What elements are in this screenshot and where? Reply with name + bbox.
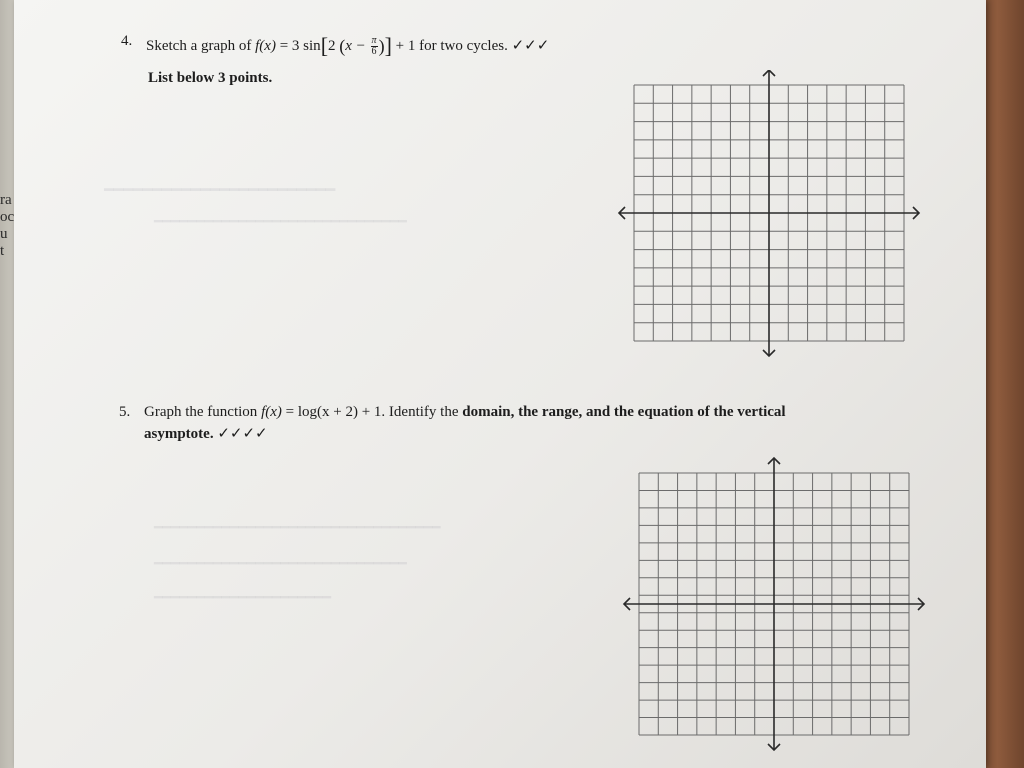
pi-over-six-fraction: $\frac{\pi}{6}$ (371, 35, 377, 58)
desk-surface-right (980, 0, 1024, 768)
bleed-through-text: ━━━━━━━━━━━━━━━━━━━━━ (154, 591, 332, 606)
question-text: Graph the function f(x) = log(x + 2) + 1. Identify the domain, the range, and the equation of the vertical (144, 404, 786, 420)
question-5 (119, 404, 919, 448)
bleed-through-text: ━━━━━━━━━━━━━━━━━━━━━━━━ (104, 182, 336, 199)
question-4 (121, 33, 681, 58)
adjacent-page-edge-text: ra oc u t (0, 192, 15, 259)
bleed-through-text: ━━━━━━━━━━━━━━━━━━━━━━━━━━━━━━ (154, 215, 407, 230)
question-number: 4. (121, 33, 133, 49)
check-marks: ✓✓✓✓ (217, 426, 268, 442)
question-text: Sketch a graph of f(x) = 3 sin[2 (x − $\frac{\pi}{6}$ )] + 1 for two cycles. ✓✓✓ (146, 33, 550, 58)
worksheet-page (14, 0, 986, 768)
check-marks: ✓✓✓ (511, 38, 550, 54)
coordinate-grid-question-4[interactable] (604, 70, 924, 360)
list-points-instruction: List below 3 points. (148, 70, 273, 86)
question-text-line-2: asymptote. ✓✓✓✓ (144, 426, 268, 442)
question-number: 5. (119, 404, 131, 420)
bleed-through-text: ━━━━━━━━━━━━━━━━━━━━━━━━━━━━━━━━━━ (154, 521, 441, 536)
bleed-through-text: ━━━━━━━━━━━━━━━━━━━━━━━━━━━━━━ (154, 557, 407, 572)
coordinate-grid-question-5[interactable] (604, 455, 934, 755)
